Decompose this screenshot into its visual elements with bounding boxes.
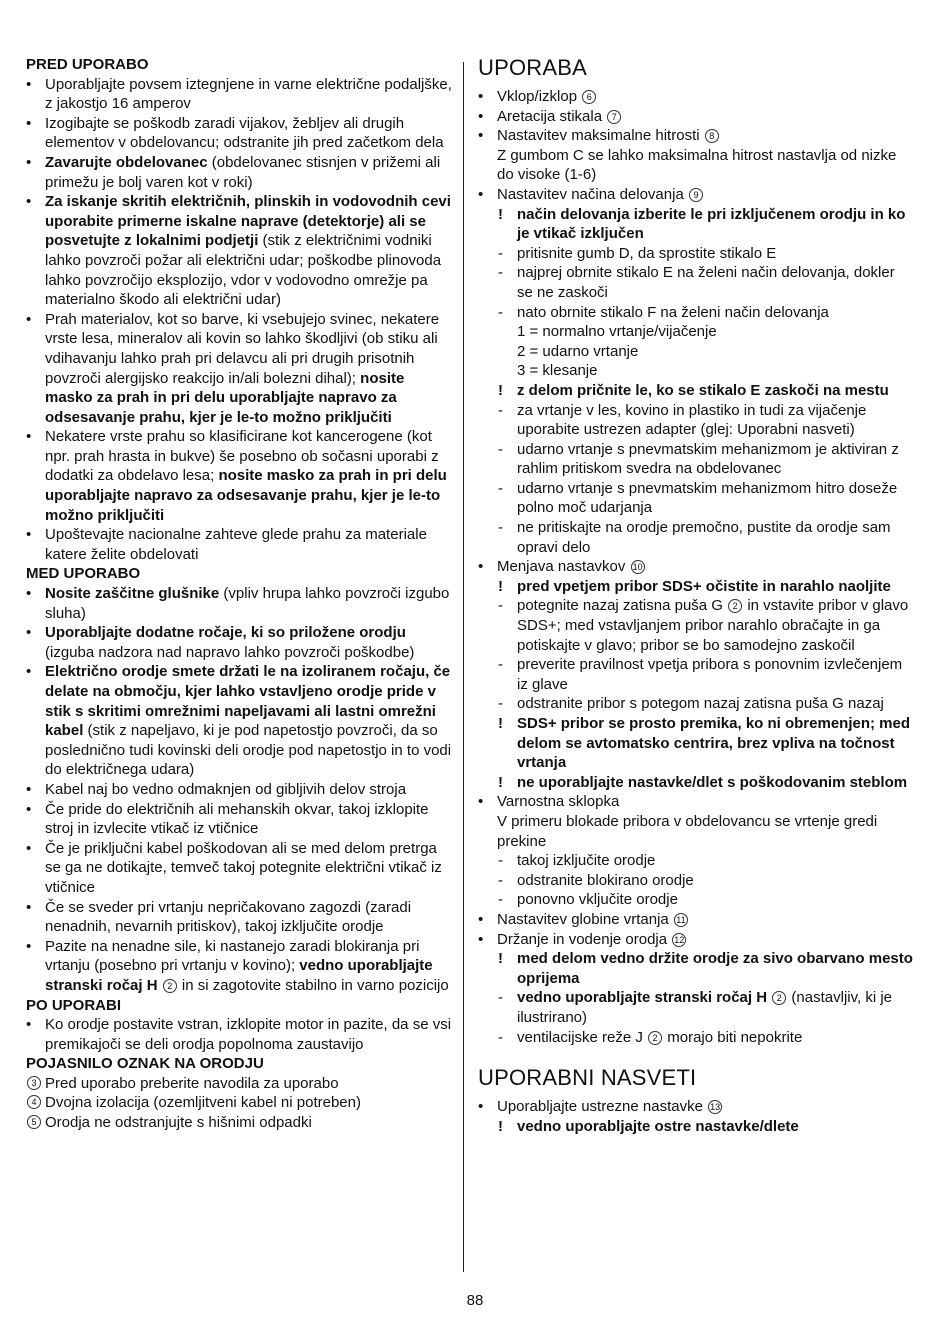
symbol-item: 3 Pred uporabo preberite navodila za uporabo xyxy=(26,1074,454,1094)
mode-option: 2 = udarno vrtanje xyxy=(517,342,639,360)
number-2-icon: 2 xyxy=(728,599,742,613)
list-item: • Aretacija stikala 7 xyxy=(478,107,914,127)
warning-item: ! med delom vedno držite orodje za sivo obarvano mesto oprijema xyxy=(498,950,913,987)
list-item: • Uporabljajte ustrezne nastavke 13 xyxy=(478,1098,721,1116)
number-4-icon: 4 xyxy=(27,1095,41,1109)
number-13-icon: 13 xyxy=(710,1102,721,1113)
warning-item: ! z delom pričnite le, ko se stikalo E zaskoči na mestu xyxy=(498,381,889,399)
right-column xyxy=(478,55,914,1136)
list-item: • Uporabljajte dodatne ročaje, ki so priložene orodju (izguba nadzora nad napravo lahko povzroči poškodbe) xyxy=(26,624,415,661)
number-8-icon: 8 xyxy=(705,129,719,143)
dash-item: - najprej obrnite stikalo E na želeni način delovanja, dokler se ne zaskoči xyxy=(498,264,895,301)
dash-item: - odstranite pribor s potegom nazaj zatisna puša G nazaj xyxy=(498,695,884,713)
list-item: • Uporabljajte povsem iztegnjene in varne električne podaljške, z jakostjo 16 amperov xyxy=(26,75,452,113)
mode-option: 3 = klesanje xyxy=(517,362,598,380)
dash-item: - udarno vrtanje s pnevmatskim mehanizmom hitro doseže polno moč udarjanja xyxy=(498,479,898,517)
warning-icon: ! xyxy=(498,205,503,223)
list-item: • Če se sveder pri vrtanju nepričakovano zagozdi (zaradi nenadnih, nevarnih pritiskov), takoj izključite orodje xyxy=(26,898,412,936)
section-title-uporaba: UPORABA xyxy=(478,55,587,80)
list-item: • Nosite zaščitne glušnike (vpliv hrupa lahko povzroči izgubo sluha) xyxy=(26,585,450,622)
warning-item: ! ne uporabljajte nastavke/dlet s poškodovanim steblom xyxy=(498,773,908,791)
list-item: • Nekatere vrste prahu so klasificirane kot kancerogene (kot npr. prah hrasta in bukve) še posebno ob sočasni uporabi z dodatki za obdelavo lesa; nosite masko za prah in pri delu uporabljajte napravo za odsesavanje prahu, kjer je le-to možno priključiti xyxy=(26,428,447,524)
number-2-icon: 2 xyxy=(648,1031,662,1045)
list-item: • Prah materialov, kot so barve, ki vsebujejo svinec, nekatere vrste lesa, mineralov ali kovin so lahko škodljivi (ob stiku ali vdihavanju lahko prah pri delavcu ali pri drugih prisotnih povzroči alergijsko reakcijo in/ali bolezni dihal); nosite masko za prah in pri delu uporabljajte napravo za odsesavanje prahu, kjer je le-to možno priključiti xyxy=(26,310,440,426)
section-heading-pred-uporabo: PRED UPORABO xyxy=(26,56,149,73)
list-item: • Upoštevajte nacionalne zahteve glede prahu za materiale katere želite obdelovati xyxy=(26,526,427,563)
warning-icon: ! xyxy=(498,773,503,791)
list-item: • Za iskanje skritih električnih, plinskih in vodovodnih cevi uporabite primerne iskalne naprave (detektorje) ali se posvetujte z lokalnimi podjetji (stik z električnimi vodniki lahko povzroči požar ali električni udar; poškodbe plinovoda lahko povzročijo eksplozijo, vdor v vodovodno omrežje pa materialno škodo ali električni udar) xyxy=(26,193,451,309)
item-description: Z gumbom C se lahko maksimalna hitrost nastavlja od nizke do visoke (1-6) xyxy=(497,146,897,184)
warning-icon: ! xyxy=(498,1117,503,1135)
list-item: • Če pride do električnih ali mehanskih okvar, takoj izklopite stroj in izvlecite vtikač iz vtičnice xyxy=(26,800,429,838)
list-item: • Menjava nastavkov 10 xyxy=(478,558,643,576)
section-heading-pojasnilo: POJASNILO OZNAK NA ORODJU xyxy=(26,1055,264,1073)
list-item: • Držanje in vodenje orodja 12 xyxy=(478,930,685,948)
number-10-icon: 10 xyxy=(632,562,643,573)
warning-item: ! način delovanja izberite le pri izključenem orodju in ko je vtikač izključen xyxy=(498,205,906,243)
list-item: • Nastavitev maksimalne hitrosti 8 xyxy=(478,126,914,146)
dash-item: - ponovno vključite orodje xyxy=(498,891,678,909)
dash-item: - ventilacijske reže J 2 morajo biti nepokrite xyxy=(498,1028,803,1046)
warning-icon: ! xyxy=(498,950,503,968)
list-item: • Pazite na nenadne sile, ki nastanejo zaradi blokiranja pri vrtanju (posebno pri vrtanju v kovino); vedno uporabljajte stranski ročaj H 2 in si zagotovite stabilno in varno pozicijo xyxy=(26,937,449,994)
left-column xyxy=(26,55,454,1133)
number-11-icon: 11 xyxy=(674,913,688,927)
symbol-item: 5 Orodja ne odstranjujte s hišnimi odpadki xyxy=(26,1113,454,1133)
number-6-icon: 6 xyxy=(582,90,596,104)
section-title-uporabni-nasveti: UPORABNI NASVETI xyxy=(478,1065,697,1091)
column-divider xyxy=(463,62,464,1272)
dash-item: - takoj izključite orodje xyxy=(498,852,656,870)
page-number: 88 xyxy=(466,1292,484,1309)
number-7-icon: 7 xyxy=(607,110,621,124)
list-item: • Če je priključni kabel poškodovan ali se med delom pretrga se ga ne dotikajte, temveč takoj potegnite električni vtikač iz vtičnice xyxy=(26,839,442,896)
number-2-icon: 2 xyxy=(772,991,786,1005)
warning-icon: ! xyxy=(498,715,503,732)
section-heading-med-uporabo: MED UPORABO xyxy=(26,565,141,583)
warning-item: ! vedno uporabljajte ostre nastavke/dlete xyxy=(498,1117,799,1135)
list-item: • Zavarujte obdelovanec (obdelovanec stisnjen v prižemi ali primežu je bolj varen kot v roki) xyxy=(26,153,441,191)
number-5-icon: 5 xyxy=(27,1115,41,1129)
dash-item: - pritisnite gumb D, da sprostite stikalo E xyxy=(498,244,777,262)
dash-item: - odstranite blokirano orodje xyxy=(498,871,694,889)
list-item: • Nastavitev globine vrtanja 11 xyxy=(478,910,914,930)
list-item: • Ko orodje postavite vstran, izklopite motor in pazite, da se vsi premikajoči se deli orodja popolnoma zaustavijo xyxy=(26,1016,452,1053)
mode-option: 1 = normalno vrtanje/vijačenje xyxy=(517,323,717,341)
number-3-icon: 3 xyxy=(27,1076,41,1090)
list-item: • Kabel naj bo vedno odmaknjen od gibljivih delov stroja xyxy=(26,780,407,798)
dash-item: - udarno vrtanje s pnevmatskim mehanizmom je aktiviran z rahlim pritiskom svedra na obdelovanec xyxy=(498,440,899,478)
list-item: • Električno orodje smete držati le na izoliranem ročaju, če delate na območju, kjer lahko vstavljeno orodje pride v stik s skritimi omrežnimi napeljavami ali lastni omrežni kabel (stik z napeljavo, ki je pod napetostjo povzroči, da so poslednično tudi kovinski deli orodje pod napetostjo in to vodi do električnega udara) xyxy=(26,663,452,779)
warning-icon: ! xyxy=(498,577,503,595)
dash-item: - vedno uporabljajte stranski ročaj H 2 (nastavljiv, ki je ilustrirano) xyxy=(498,989,893,1026)
warning-item: ! pred vpetjem pribor SDS+ očistite in narahlo naoljite xyxy=(498,577,891,595)
warning-item: ! SDS+ pribor se prosto premika, ko ni obremenjen; med delom se avtomatsko centrira, brez vpliva na točnost vrtanja xyxy=(498,715,911,772)
number-9-icon: 9 xyxy=(689,188,703,202)
number-2-icon: 2 xyxy=(163,979,177,993)
section-heading-po-uporabi: PO UPORABI xyxy=(26,996,122,1014)
list-item: • Varnostna sklopka xyxy=(478,793,620,811)
dash-item: - nato obrnite stikalo F na želeni način delovanja xyxy=(498,303,829,321)
list-item: • Vklop/izklop 6 xyxy=(478,87,914,107)
symbol-item: 4 Dvojna izolacija (ozemljitveni kabel ni potreben) xyxy=(26,1093,454,1113)
dash-item: - potegnite nazaj zatisna puša G 2 in vstavite pribor v glavo SDS+; med vstavljanjem pribor narahlo obračajte in ga potiskajte v glavo; pribor se bo samodejno zaskočil xyxy=(498,597,909,654)
list-item: • Izogibajte se poškodb zaradi vijakov, žebljev ali drugih elementov v obdelovancu; odstranite jih pred začetkom dela xyxy=(26,114,444,152)
dash-item: - za vrtanje v les, kovino in plastiko in tudi za vijačenje uporabite ustrezen adapter (glej: Uporabni nasveti) xyxy=(498,401,867,439)
list-item: • Nastavitev načina delovanja 9 xyxy=(478,185,914,205)
warning-icon: ! xyxy=(498,381,503,399)
dash-item: - preverite pravilnost vpetja pribora s ponovnim izvlečenjem iz glave xyxy=(498,656,903,693)
item-description: V primeru blokade pribora v obdelovancu se vrtenje gredi prekine xyxy=(497,812,878,850)
dash-item: - ne pritiskajte na orodje premočno, pustite da orodje sam opravi delo xyxy=(498,519,891,556)
number-12-icon: 12 xyxy=(674,934,685,945)
